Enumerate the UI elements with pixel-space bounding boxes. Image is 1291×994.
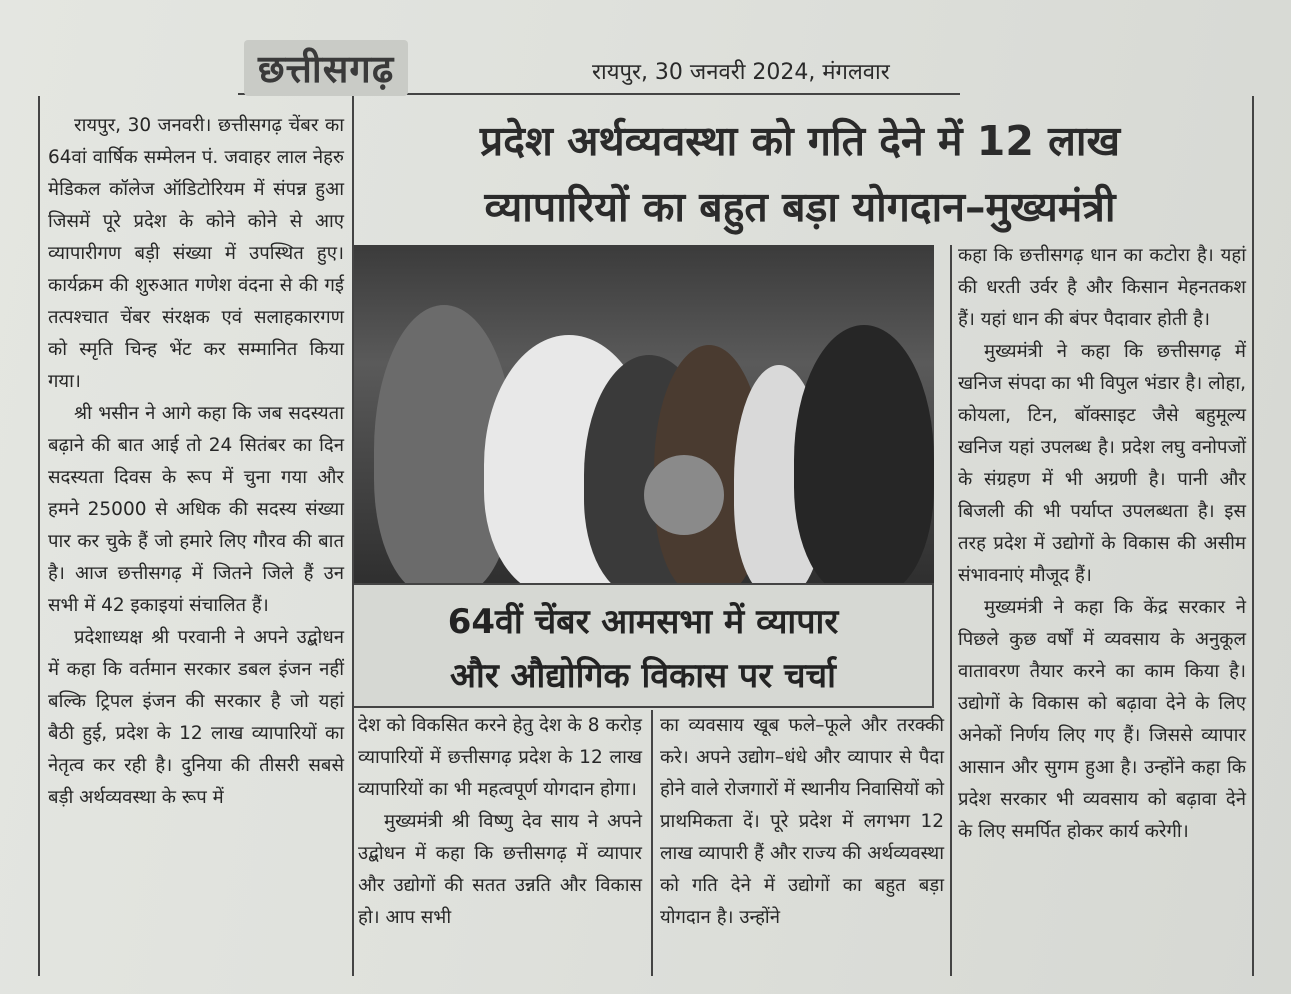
middle-column-rule	[651, 710, 653, 976]
headline-line-1: प्रदेश अर्थव्यवस्था को गति देने में 12 लाख	[479, 117, 1121, 165]
headline	[360, 108, 1240, 240]
paragraph: श्री भसीन ने आगे कहा कि जब सदस्यता बढ़ाने की बात आई तो 24 सितंबर का दिन सदस्यता दिवस के रूप में चुना गया और हमने 25000 से अधिक की सदस्य संख्या पार कर चुके हैं जो हमारे लिए गौरव की बात है। आज छत्तीसगढ़ में जितने जिले हैं उन सभी में 42 इकाइयां संचालित हैं।	[48, 403, 344, 616]
paragraph: देश को विकसित करने हेतु देश के 8 करोड़ व्यापारियों में छत्तीसगढ़ प्रदेश के 12 लाख व्यापारियों का भी महत्वपूर्ण योगदान होगा।	[358, 715, 642, 800]
paragraph: का व्यवसाय खूब फले–फूले और तरक्की करे। अपने उद्योग–धंधे और व्यापार से पैदा होने वाले रोजगारों में स्थानीय निवासियों को प्राथमिकता दें। पूरे प्रदेश में लगभग 12 लाख व्यापारी हैं और राज्य की अर्थव्यवस्था को गति देने में उद्योगों का बहुत बड़ा योगदान है। उन्होंने	[660, 715, 944, 928]
paragraph: रायपुर, 30 जनवरी। छत्तीसगढ़ चेंबर का 64वां वार्षिक सम्मेलन पं. जवाहर लाल नेहरु मेडिकल कॉलेज ऑडिटोरियम में संपन्न हुआ जिसमें पूरे प्रदेश के कोने कोने से आए व्यापारीगण बड़ी संख्या में उपस्थित हुए। कार्यक्रम की शुरुआत गणेश वंदना से की गई तत्पश्चात चेंबर संरक्षक एवं सलाहकारगण को स्मृति चिन्ह भेंट कर सम्मानित किया गया।	[48, 115, 344, 392]
section-label: छत्तीसगढ़	[244, 40, 408, 96]
paragraph: कहा कि छत्तीसगढ़ धान का कटोरा है। यहां की धरती उर्वर है और किसान मेहनतकश हैं। यहां धान की बंपर पैदावार होती है।	[958, 245, 1246, 330]
paragraph: मुख्यमंत्री ने कहा कि केंद्र सरकार ने पिछले कुछ वर्षों में व्यवसाय के अनुकूल वातावरण तैयार करने का काम किया है। उद्योगों के विकास को बढ़ावा देने के लिए अनेकों निर्णय लिए गए हैं। जिससे व्यापार आसान और सुगम हुआ है। उन्होंने कहा कि प्रदेश सरकार भी व्यवसाय को बढ़ावा देने के लिए समर्पित होकर कार्य करेगी।	[958, 597, 1246, 842]
headline-line-2: व्यापारियों का बहुत बड़ा योगदान–मुख्यमंत्री	[484, 183, 1116, 231]
caption-line-1: 64वीं चेंबर आमसभा में व्यापार	[447, 602, 839, 642]
dateline: रायपुर, 30 जनवरी 2024, मंगलवार	[592, 60, 890, 85]
left-column	[48, 110, 344, 814]
photo-figure	[794, 325, 934, 583]
photo-caption-box	[352, 583, 934, 708]
right-border	[1252, 96, 1254, 976]
caption-line-2: और औद्योगिक विकास पर चर्चा	[450, 656, 836, 696]
paragraph: मुख्यमंत्री श्री विष्णु देव साय ने अपने उद्बोधन में कहा कि छत्तीसगढ़ में व्यापार और उद्योगों की सतत उन्नति और विकास हो। आप सभी	[358, 811, 642, 928]
event-photo	[354, 245, 934, 583]
photo-caption	[354, 595, 932, 703]
middle-column-a	[358, 710, 642, 934]
right-column-rule	[950, 245, 952, 976]
paragraph: मुख्यमंत्री ने कहा कि छत्तीसगढ़ में खनिज संपदा का भी विपुल भंडार है। लोहा, कोयला, टिन, बॉक्साइट जैसे बहुमूल्य खनिज यहां उपलब्ध है। प्रदेश लघु वनोपजों के संग्रहण में भी अग्रणी है। पानी और बिजली की भी पर्याप्त उपलब्धता है। इस तरह प्रदेश में उद्योगों के विकास की असीम संभावनाएं मौजूद हैं।	[958, 341, 1246, 586]
paragraph: प्रदेशाध्यक्ष श्री परवानी ने अपने उद्बोधन में कहा कि वर्तमान सरकार डबल इंजन नहीं बल्कि ट्रिपल इंजन की सरकार है जो यहां बैठी हुई, प्रदेश के 12 लाख व्यापारियों का नेतृत्व कर रही है। दुनिया की तीसरी सबसे बड़ी अर्थव्यवस्था के रूप में	[48, 627, 344, 808]
middle-column-b	[660, 710, 944, 934]
left-border	[38, 96, 40, 976]
bouquet	[644, 455, 724, 535]
right-column	[958, 240, 1246, 848]
